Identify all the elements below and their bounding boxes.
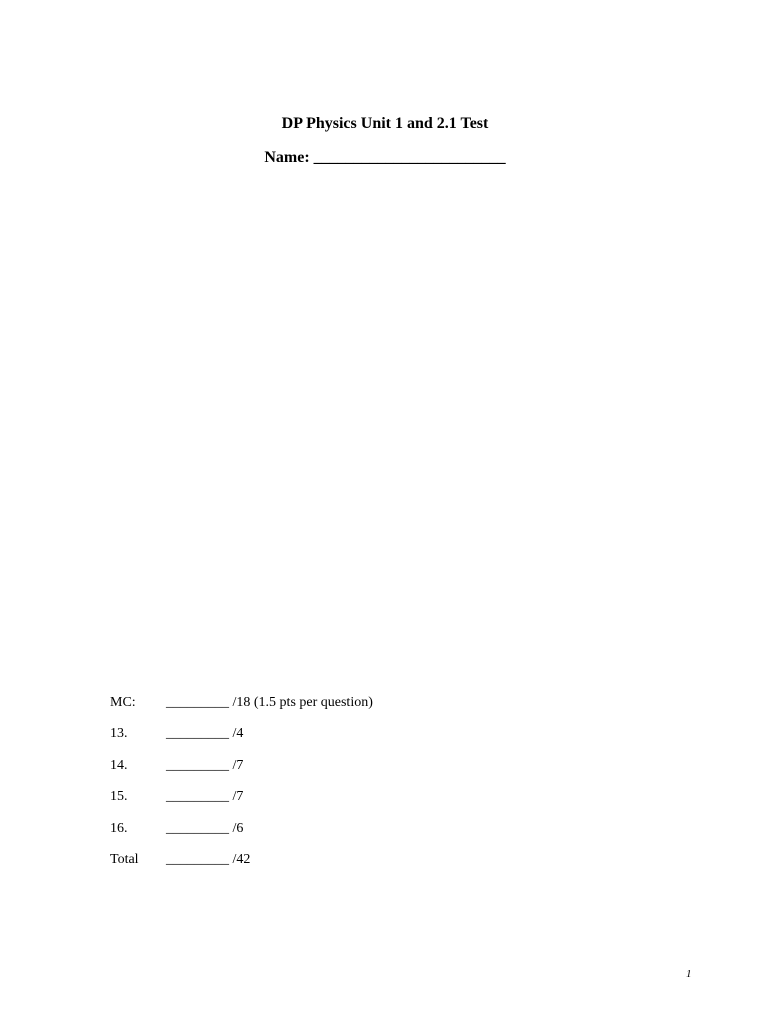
score-blank: _________ /18 (1.5 pts per question) bbox=[166, 695, 373, 710]
score-label: 14. bbox=[110, 757, 128, 773]
score-blank: _________ /4 bbox=[166, 726, 244, 742]
score-label: 15. bbox=[110, 789, 128, 805]
score-blank: _________ /7 bbox=[166, 789, 244, 805]
score-label: 13. bbox=[110, 726, 128, 742]
score-label: MC: bbox=[110, 695, 136, 710]
score-blank: _________ /6 bbox=[166, 820, 244, 836]
score-label: Total bbox=[110, 851, 139, 867]
score-blank: _________ /7 bbox=[166, 757, 244, 773]
score-blank: _________ /42 bbox=[166, 851, 251, 867]
score-label: 16. bbox=[110, 820, 128, 836]
name-field-line: Name: ________________________ bbox=[264, 149, 506, 166]
page-title: DP Physics Unit 1 and 2.1 Test bbox=[281, 115, 489, 132]
page-number: 1 bbox=[686, 968, 692, 980]
